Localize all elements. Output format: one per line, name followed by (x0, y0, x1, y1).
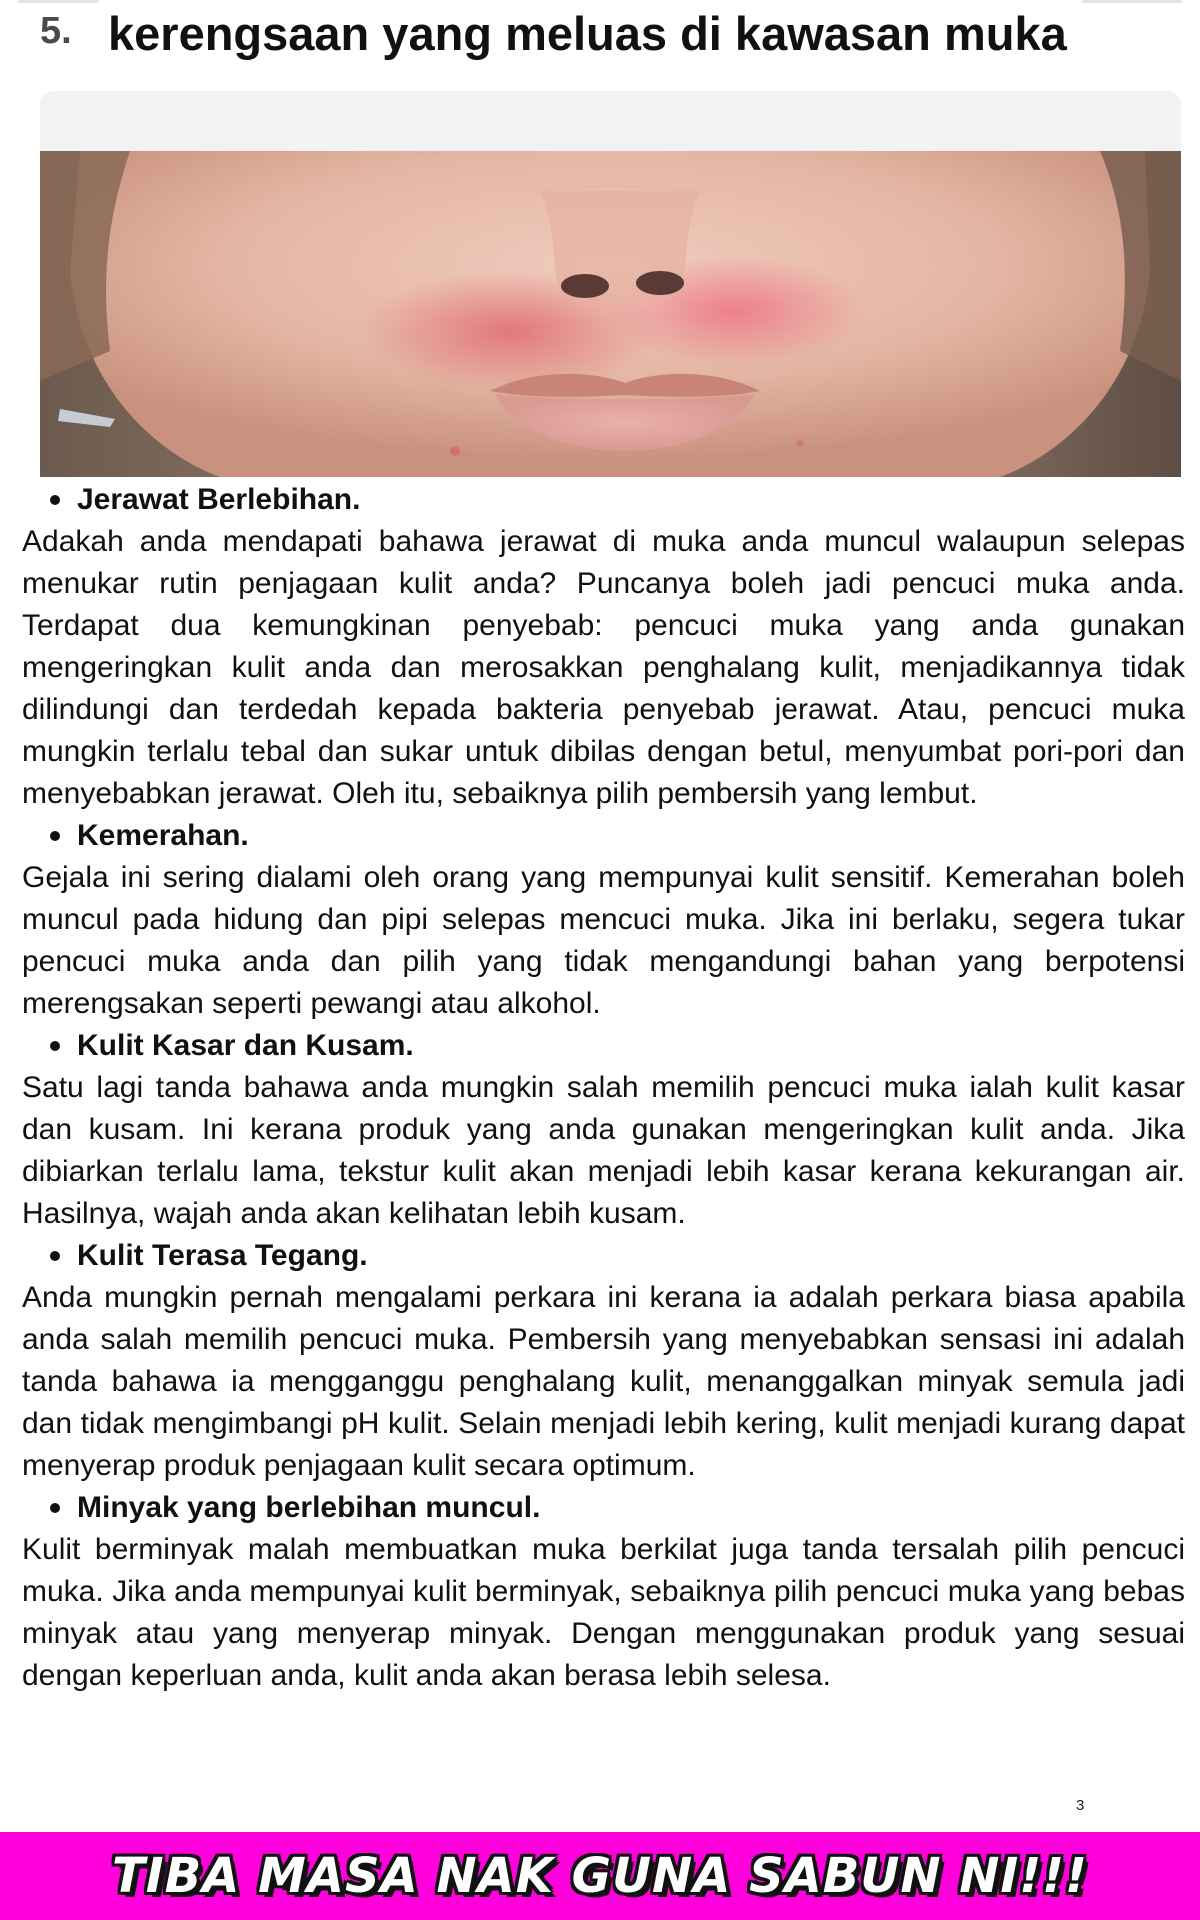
page-number: 3 (1076, 1797, 1085, 1814)
face-redness-photo (40, 151, 1181, 477)
paragraph-tight-skin: Anda mungkin pernah mengalami perkara ini kerana ia adalah perkara biasa apabila anda salah memilih pencuci muka. Pembersih yang menyebabkan sensasi ini adalah tanda bahawa ia mengganggu penghalang kulit, menanggalkan minyak semula jadi dan tidak mengimbangi pH kulit. Selain menjadi lebih kering, kulit menjadi kurang dapat menyerap produk penjagaan kulit secara optimum. (22, 1281, 1185, 1482)
paragraph-acne: Adakah anda mendapati bahawa jerawat di muka anda muncul walaupun selepas menukar rutin penjagaan kulit anda? Puncanya boleh jadi pencuci muka anda. Terdapat dua kemungkinan penyebab: pencuci muka yang anda gunakan mengeringkan kulit anda dan merosakkan penghalang kulit, menjadikannya tidak dilindungi dan terdedah kepada bakteria penyebab jerawat. Atau, pencuci muka mungkin terlalu tebal dan sukar untuk dibilas dengan betul, menyumbat pori-pori dan menyebabkan jerawat. Oleh itu, sebaiknya pilih pembersih yang lembut. (22, 525, 1185, 810)
bullet-title: Jerawat Berlebihan. (77, 483, 361, 516)
bullet-heading-redness (22, 815, 1185, 857)
bullet-dot-icon (50, 495, 60, 505)
bullet-dot-icon (50, 1503, 60, 1513)
bullet-title: Kulit Terasa Tegang. (77, 1239, 368, 1272)
bullet-heading-rough-skin (22, 1025, 1185, 1067)
bullet-heading-acne (22, 479, 1185, 521)
bullet-dot-icon (50, 1041, 60, 1051)
article-body (22, 479, 1185, 1697)
promo-banner (0, 1832, 1200, 1920)
bullet-heading-tight-skin (22, 1235, 1185, 1277)
bullet-title: Kemerahan. (77, 819, 249, 852)
paragraph-rough-skin: Satu lagi tanda bahawa anda mungkin salah memilih pencuci muka ialah kulit kasar dan kusam. Ini kerana produk yang anda gunakan mengeringkan kulit anda. Jika dibiarkan terlalu lama, tekstur kulit akan menjadi lebih kasar kerana kekurangan air. Hasilnya, wajah anda akan kelihatan lebih kusam. (22, 1071, 1185, 1230)
paragraph-excess-oil: Kulit berminyak malah membuatkan muka berkilat juga tanda tersalah pilih pencuci muka. Jika anda mempunyai kulit berminyak, sebaiknya pilih pencuci muka yang bebas minyak atau yang menyerap minyak. Dengan menggunakan produk yang sesuai dengan keperluan anda, kulit anda akan berasa lebih selesa. (22, 1533, 1185, 1692)
heading-title: kerengsaan yang meluas di kawasan muka (108, 7, 1067, 60)
top-divider-right (1082, 0, 1182, 3)
bullet-title: Kulit Kasar dan Kusam. (77, 1029, 414, 1062)
bullet-heading-excess-oil (22, 1487, 1185, 1529)
paragraph-redness: Gejala ini sering dialami oleh orang yang mempunyai kulit sensitif. Kemerahan boleh muncul pada hidung dan pipi selepas mencuci muka. Jika ini berlaku, segera tukar pencuci muka anda dan pilih yang tidak mengandungi bahan yang berpotensi merengsakan seperti pewangi atau alkohol. (22, 861, 1185, 1020)
top-divider-left (18, 0, 98, 3)
photo-card (40, 91, 1181, 477)
bullet-title: Minyak yang berlebihan muncul. (77, 1491, 541, 1524)
bullet-dot-icon (50, 1251, 60, 1261)
bullet-dot-icon (50, 831, 60, 841)
section-heading (40, 6, 1180, 66)
heading-number: 5. (40, 10, 72, 52)
banner-text: TIBA MASA NAK GUNA SABUN NI!!! (112, 1848, 1088, 1904)
